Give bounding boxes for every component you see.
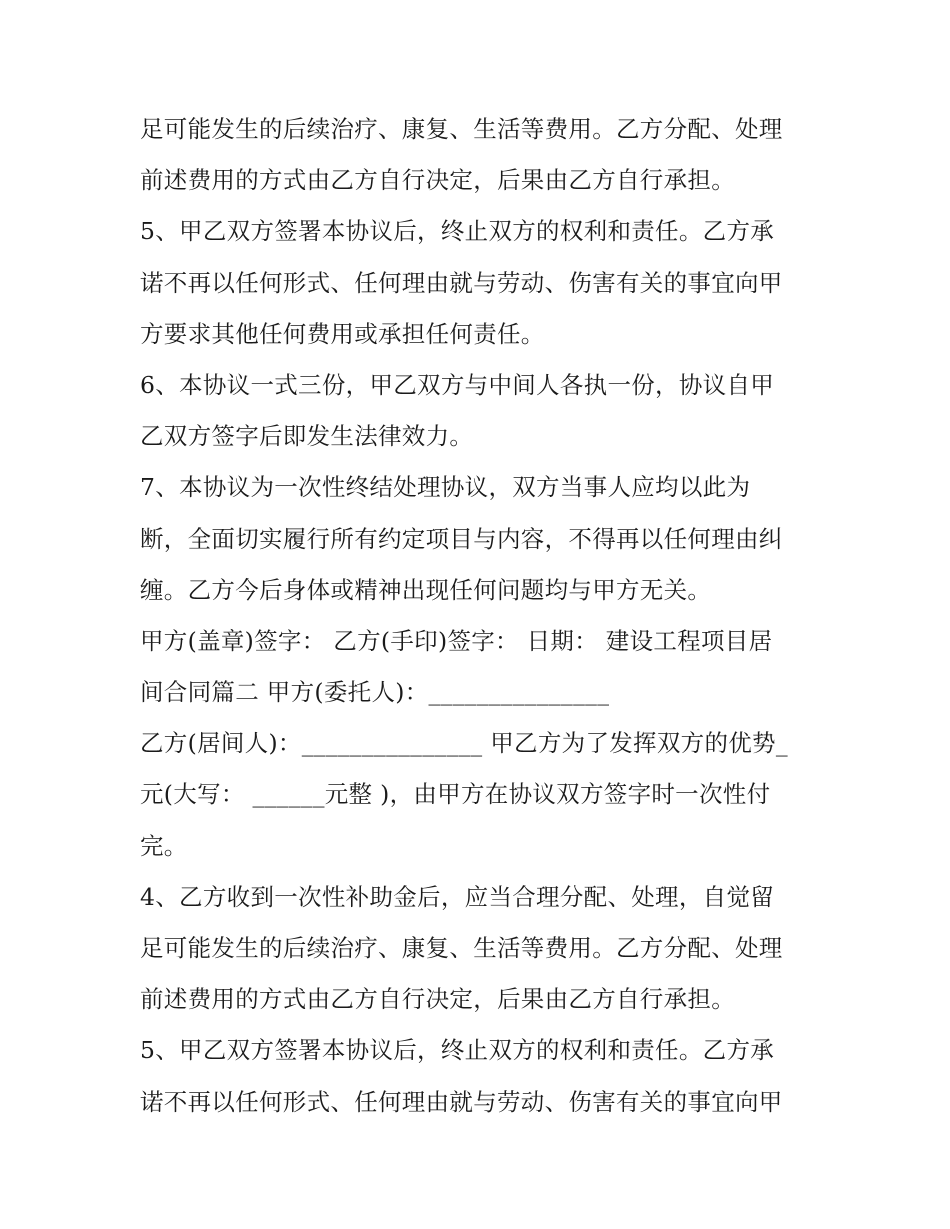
- text-line: 前述费用的方式由乙方自行决定，后果由乙方自行承担。: [140, 985, 735, 1014]
- text-line: 乙双方签字后即发生法律效力。: [140, 422, 474, 451]
- text-line: 间合同篇二 甲方(委托人)：_______________: [140, 678, 610, 707]
- document-body: [140, 104, 820, 1128]
- text-line: 足可能发生的后续治疗、康复、生活等费用。乙方分配、处理: [140, 934, 783, 962]
- text-line: 诺不再以任何形式、任何理由就与劳动、伤害有关的事宜向甲: [140, 268, 783, 297]
- text-line: 断，全面切实履行所有约定项目与内容，不得再以任何理由纠: [140, 524, 783, 553]
- text-line: 4、乙方收到一次性补助金后，应当合理分配、处理，自觉留: [140, 882, 775, 911]
- text-line: 5、甲乙双方签署本协议后，终止双方的权利和责任。乙方承: [140, 1036, 775, 1065]
- text-line: 元(大写： ______元整 )，由甲方在协议双方签字时一次性付: [140, 780, 771, 809]
- text-line: 足可能发生的后续治疗、康复、生活等费用。乙方分配、处理: [140, 115, 783, 143]
- text-line: 诺不再以任何形式、任何理由就与劳动、伤害有关的事宜向甲: [140, 1087, 783, 1116]
- text-line: 5、甲乙双方签署本协议后，终止双方的权利和责任。乙方承: [140, 217, 775, 246]
- text-line: 缠。乙方今后身体或精神出现任何问题均与甲方无关。: [140, 575, 712, 604]
- text-line: 乙方(居间人)：_______________ 甲乙方为了发挥双方的优势_: [140, 729, 788, 758]
- text-line: 7、本协议为一次性终结处理协议，双方当事人应均以此为: [140, 473, 751, 502]
- signature-line: 甲方(盖章)签字： 乙方(手印)签字： 日期： 建设工程项目居: [140, 626, 773, 655]
- text-line: 完。: [140, 831, 188, 860]
- text-line: 方要求其他任何费用或承担任何责任。: [140, 319, 545, 348]
- text-line: 前述费用的方式由乙方自行决定，后果由乙方自行承担。: [140, 166, 735, 195]
- text-line: 6、本协议一式三份，甲乙双方与中间人各执一份，协议自甲: [140, 370, 775, 399]
